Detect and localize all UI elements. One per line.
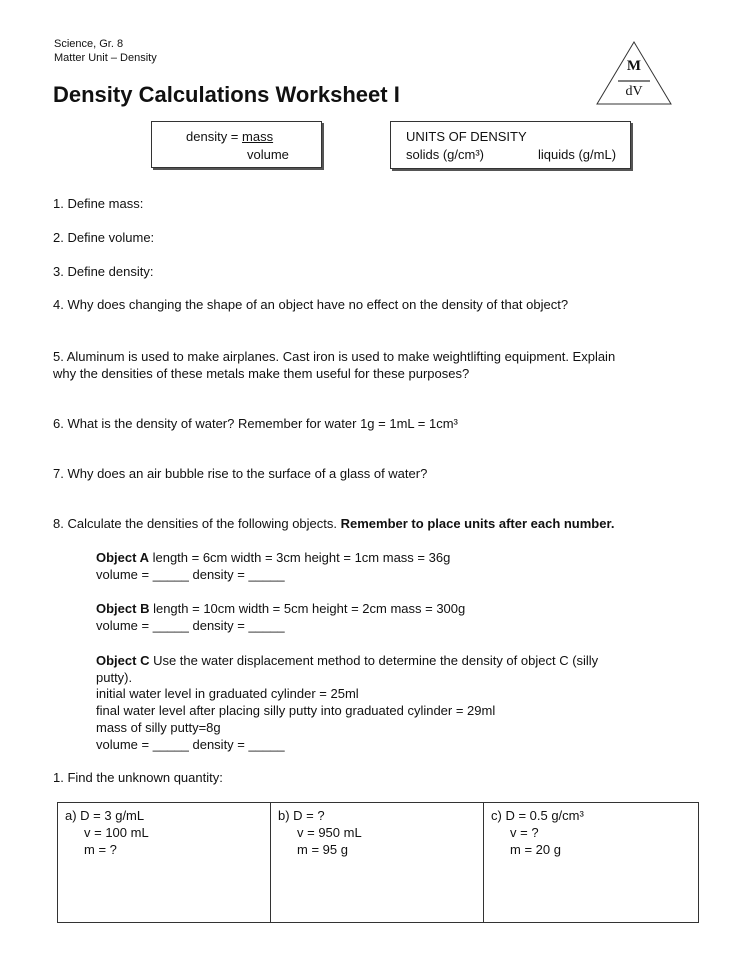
question-1: 1. Define mass: (53, 196, 144, 211)
object-a-text: length = 6cm width = 3cm height = 1cm mass = 36g (148, 550, 451, 565)
cell-c-density: c) D = 0.5 g/cm³ (491, 808, 584, 823)
cell-b-volume: v = 950 mL (297, 825, 362, 840)
unknown-heading: 1. Find the unknown quantity: (53, 770, 223, 785)
object-b-line (96, 600, 465, 617)
object-c-text-cont: putty). (96, 670, 133, 685)
object-a-answer: volume = _____ density = _____ (96, 567, 285, 582)
unknown-cell-b (270, 803, 484, 922)
question-5-line1: 5. Aluminum is used to make airplanes. Cast iron is used to make weightlifting equipment. Explain (53, 349, 616, 364)
units-title: UNITS OF DENSITY (406, 129, 527, 144)
question-3: 3. Define density: (53, 264, 154, 279)
cell-a-volume: v = 100 mL (84, 825, 149, 840)
object-c-line (96, 652, 598, 669)
unknown-cell-a (58, 803, 270, 922)
triangle-mass: M (626, 58, 642, 74)
object-c-text: Use the water displacement method to determine the density of object C (silly (149, 653, 599, 668)
cell-b-mass: m = 95 g (297, 842, 348, 857)
units-solids: solids (g/cm³) (406, 147, 485, 162)
object-a-line (96, 549, 450, 566)
unit-label: Matter Unit – Density (54, 52, 157, 64)
formula-numerator: mass (242, 129, 274, 144)
cell-a-content (65, 807, 149, 858)
course-label: Science, Gr. 8 (54, 38, 124, 50)
unknown-table (57, 802, 699, 923)
object-c-final-level: final water level after placing silly putty into graduated cylinder = 29ml (96, 703, 496, 718)
object-b-answer: volume = _____ density = _____ (96, 618, 285, 633)
units-liquids: liquids (g/mL) (538, 147, 617, 162)
question-8 (53, 515, 614, 532)
units-box (390, 121, 631, 169)
cell-a-mass: m = ? (84, 842, 117, 857)
formula-density (186, 128, 273, 145)
cell-a-density: a) D = 3 g/mL (65, 808, 145, 823)
unknown-cell-c (483, 803, 698, 922)
cell-c-mass: m = 20 g (510, 842, 561, 857)
formula-denominator: volume (247, 147, 289, 162)
cell-b-density: b) D = ? (278, 808, 325, 823)
formula-box (151, 121, 322, 168)
object-b-text: length = 10cm width = 5cm height = 2cm mass = 300g (149, 601, 466, 616)
object-c-answer: volume = _____ density = _____ (96, 737, 285, 752)
object-c-label: Object C (96, 653, 150, 668)
object-a-label: Object A (96, 550, 149, 565)
question-8-text: 8. Calculate the densities of the following objects. (53, 516, 341, 531)
page-title: Density Calculations Worksheet I (53, 82, 400, 107)
question-6: 6. What is the density of water? Remember for water 1g = 1mL = 1cm³ (53, 416, 458, 431)
object-b-label: Object B (96, 601, 150, 616)
question-8-bold: Remember to place units after each number. (340, 516, 615, 531)
question-7: 7. Why does an air bubble rise to the surface of a glass of water? (53, 466, 428, 481)
formula-left: density = (186, 129, 243, 144)
object-c-mass: mass of silly putty=8g (96, 720, 221, 735)
triangle-density-volume: dV (625, 84, 643, 99)
question-2: 2. Define volume: (53, 230, 155, 245)
density-triangle (594, 40, 674, 106)
cell-c-content (491, 807, 584, 858)
cell-c-volume: v = ? (510, 825, 539, 840)
object-c-initial-level: initial water level in graduated cylinder = 25ml (96, 686, 359, 701)
cell-b-content (278, 807, 362, 858)
question-4: 4. Why does changing the shape of an object have no effect on the density of that object? (53, 297, 569, 312)
question-5-line2: why the densities of these metals make them useful for these purposes? (53, 366, 470, 381)
